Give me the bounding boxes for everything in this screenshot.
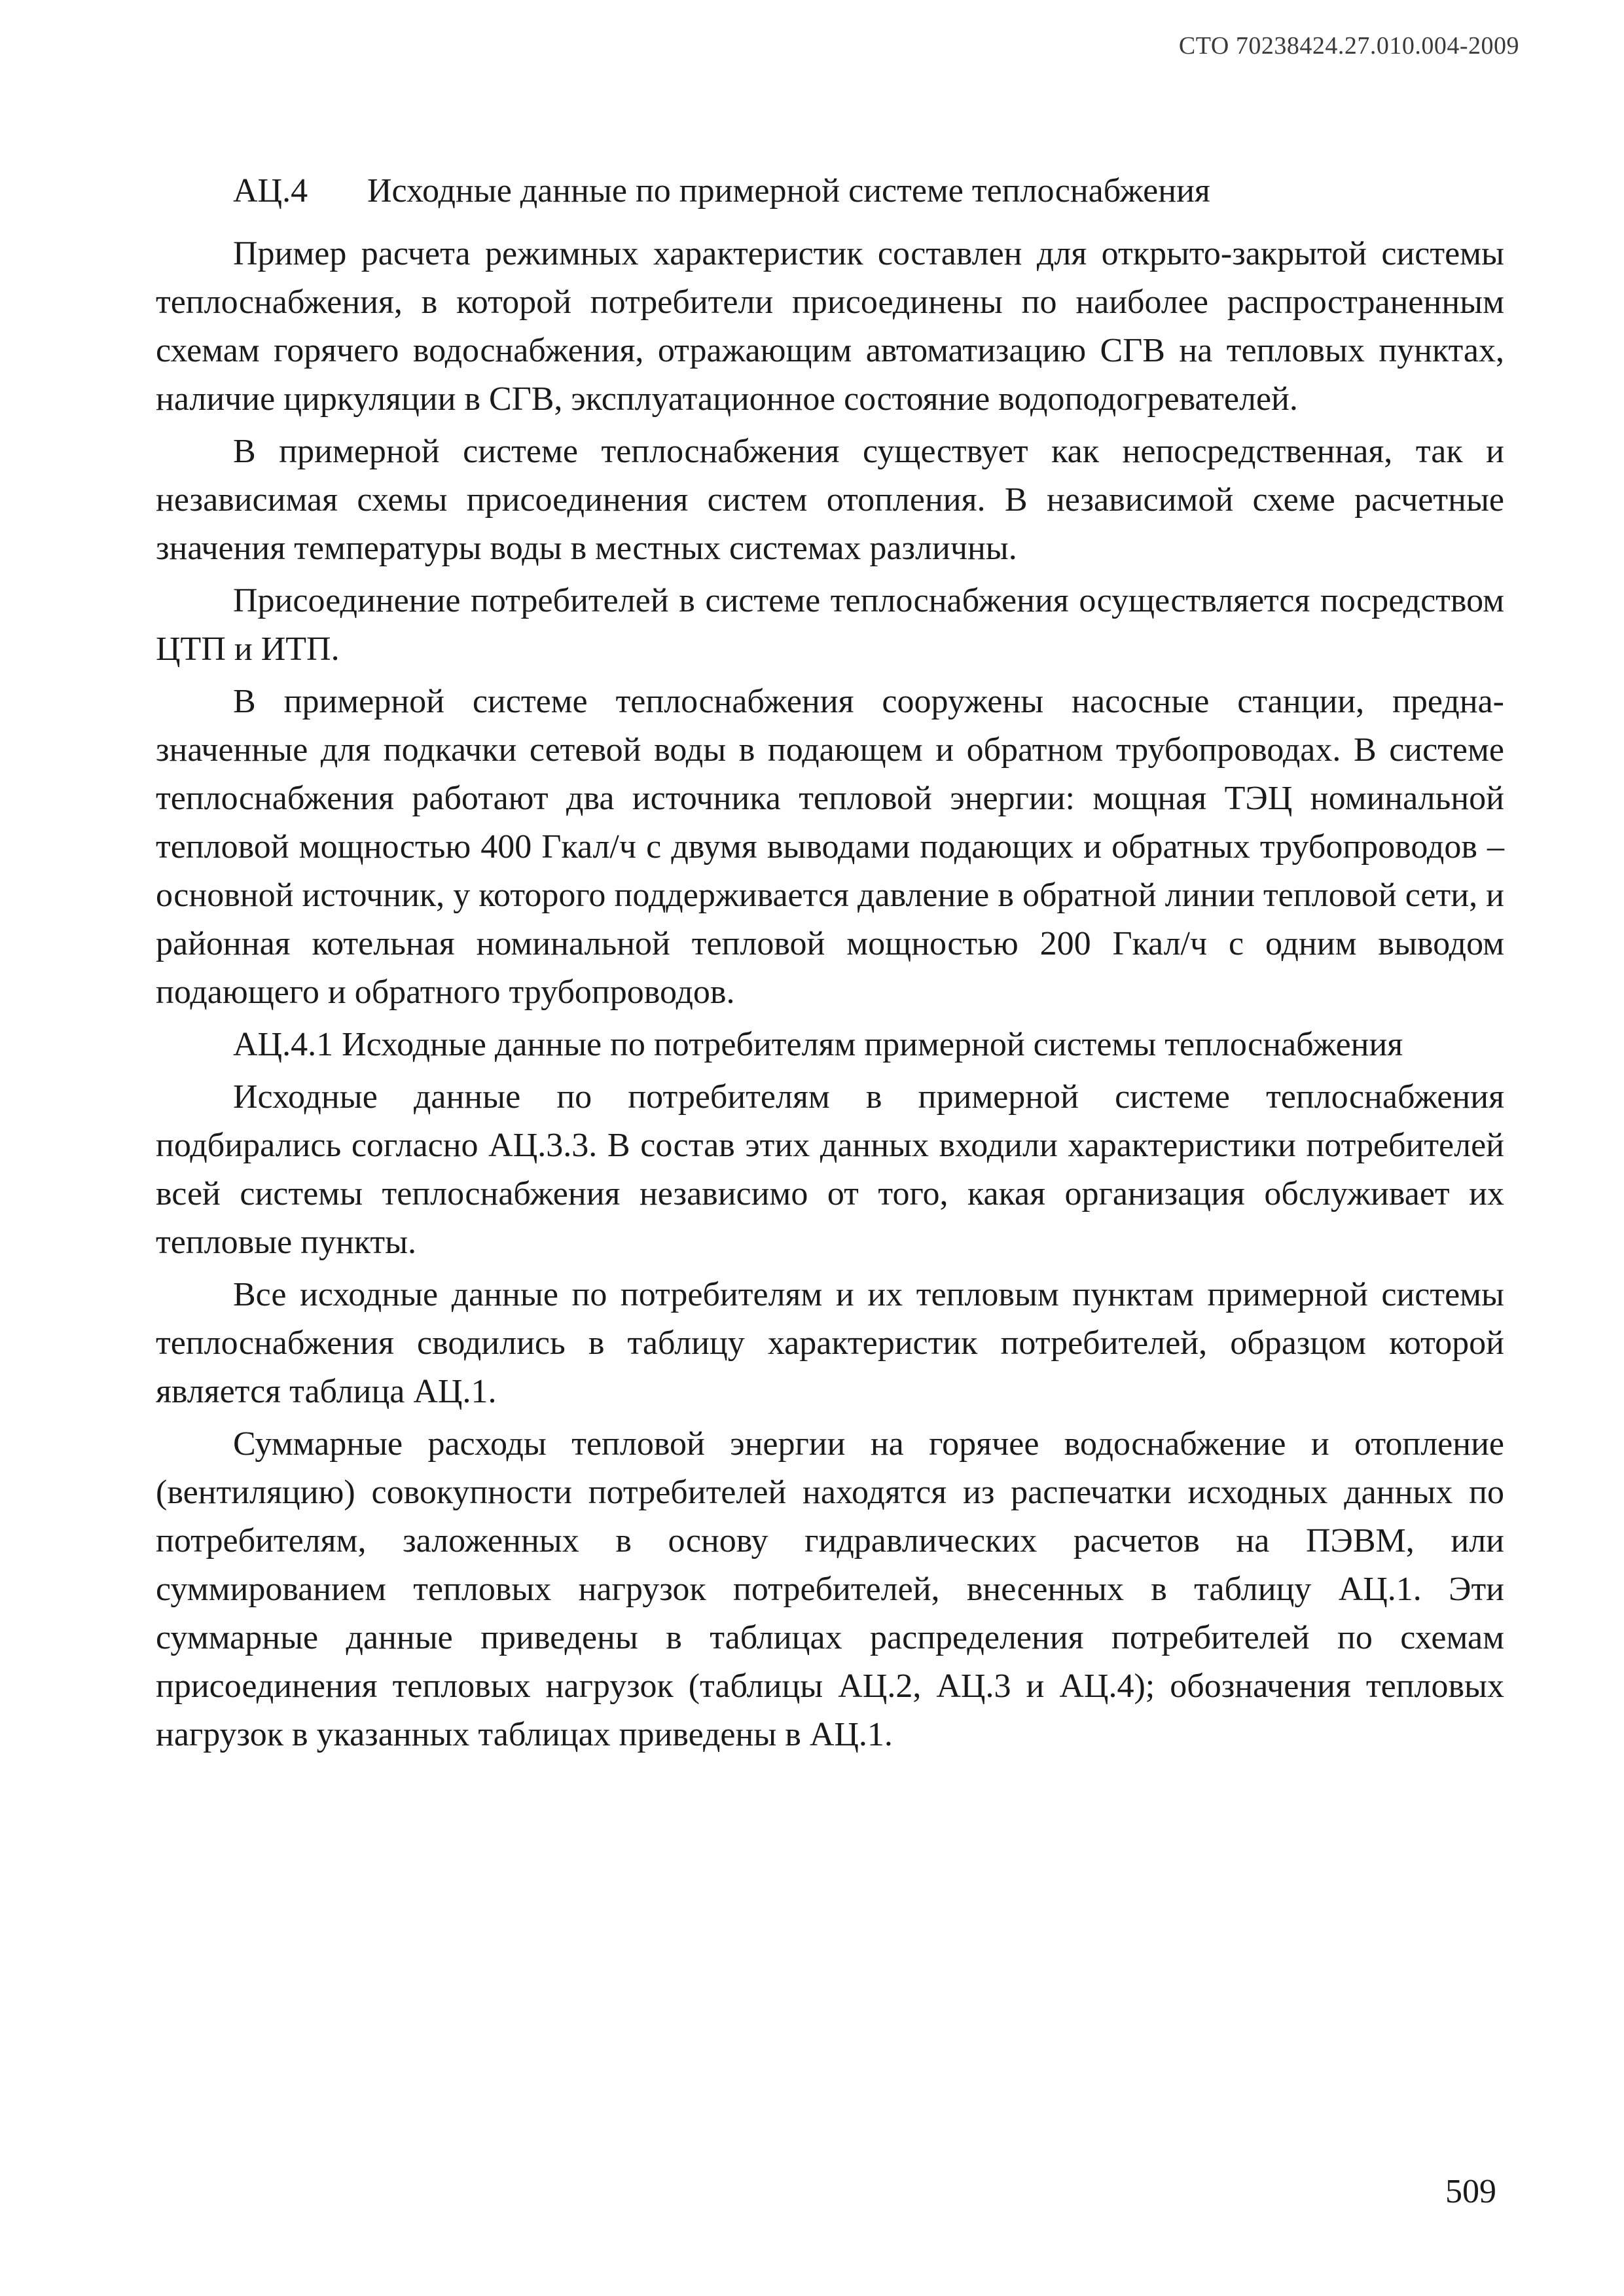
subsection-number: АЦ.4.1 — [233, 1026, 334, 1063]
paragraph: Суммарные расходы тепловой энергии на горячее водоснабжение и отопление (вентиляцию) совокупности потребителей находятся из распечатки исходных данных по потребителям, заложенных в основу гидравлических расчетов на ПЭВМ, или суммированием тепловых нагрузок потребителей, внесенных в таблицу АЦ.1. Эти суммарные данные приведены в таблицах распределения потребителей по схемам присоединения тепловых нагрузок (таблицы АЦ.2, АЦ.3 и АЦ.4); обозначения тепловых нагрузок в указанных таблицах приведены в АЦ.1. — [156, 1425, 1504, 1753]
paragraph: Исходные данные по потребителям в примерной системе теплоснабжения подбирались согласно АЦ.3.3. В состав этих данных входили характеристики потребителей всей системы теплоснабжения независимо от того, какая организация обслуживает их тепловые пункты. — [156, 1078, 1504, 1261]
paragraph: Пример расчета режимных характеристик составлен для открыто-закрытой системы теплоснабжения, в которой потребители присоединены по наиболее распространенным схемам горячего водоснабжения, отражающим автоматизацию СГВ на тепловых пунктах, наличие циркуляции в СГВ, эксплуатационное состояние водоподогревателей. — [156, 235, 1504, 418]
subsection-heading — [156, 1021, 1504, 1069]
document-code: СТО 70238424.27.010.004-2009 — [1178, 32, 1519, 60]
page-number: 509 — [1445, 2173, 1496, 2210]
paragraph: Присоединение потребителей в системе теплоснабжения осуществляется посредством ЦТП и ИТП. — [156, 582, 1504, 668]
paragraph: В примерной системе теплоснабжения сооружены насосные станции, предназначенные для подкачки сетевой воды в подающем и обратном трубопроводах. В системе теплоснабжения работают два источника тепловой энергии: мощная ТЭЦ номинальной тепловой мощностью 400 Гкал/ч с двумя выводами подающих и обратных трубопроводов – основной источник, у которого поддерживается давление в обратной линии тепловой сети, и районная котельная номинальной тепловой мощностью 200 Гкал/ч с одним выводом подающего и обратного трубопроводов. — [156, 683, 1504, 1011]
subsection-title: Исходные данные по потребителям примерной системы теплоснабжения — [342, 1026, 1403, 1063]
section-number: АЦ.4 — [233, 172, 308, 210]
section-heading — [156, 167, 1504, 215]
page-content — [156, 167, 1504, 1763]
paragraph: В примерной системе теплоснабжения существует как непосредственная, так и независимая схемы присоединения систем отопления. В независимой схеме расчетные значения температуры воды в местных системах различны. — [156, 433, 1504, 567]
paragraph: Все исходные данные по потребителям и их тепловым пунктам примерной системы теплоснабжения сводились в таблицу характеристик потребителей, образцом которой является таблица АЦ.1. — [156, 1276, 1504, 1410]
section-title: Исходные данные по примерной системе теплоснабжения — [367, 172, 1210, 210]
